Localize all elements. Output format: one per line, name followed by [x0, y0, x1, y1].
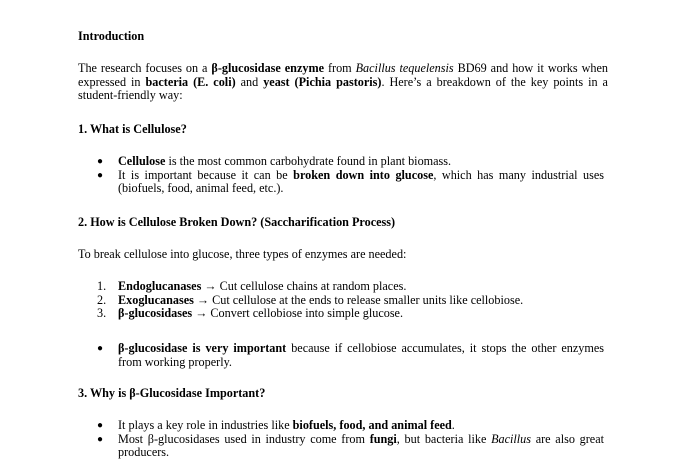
- section-1-list: [0, 155, 680, 196]
- enzyme-list: [0, 280, 680, 321]
- list-item: ● β-glucosidase is very important because if cellobiose accumulates, it stops the other enzymes from working properly.: [97, 341, 604, 369]
- section-1-heading: 1. What is Cellulose?: [78, 122, 187, 136]
- section-3-heading: 3. Why is β-Glucosidase Important?: [78, 386, 266, 400]
- bullet-icon: ●: [97, 343, 104, 354]
- bullet-icon: ●: [97, 420, 104, 431]
- list-item: ● Most β-glucosidases used in industry come from fungi, but bacteria like Bacillus are also great producers.: [97, 431, 604, 459]
- section-2-note: [0, 342, 680, 369]
- list-item: ● Cellulose is the most common carbohydrate found in plant biomass.: [97, 154, 452, 168]
- section-2-intro: To break cellulose into glucose, three types of enzymes are needed:: [78, 247, 407, 261]
- intro-paragraph: The research focuses on a β-glucosidase enzyme from Bacillus tequelensis BD69 and how it works when expressed in bacteria (E. coli) and yeast (Pichia pastoris). Here’s a breakdown of the key points in a student-friendly way:: [78, 61, 608, 102]
- section-2-heading: 2. How is Cellulose Broken Down? (Saccharification Process): [78, 215, 396, 229]
- list-item: 2. Exoglucanases → Cut cellulose at the ends to release smaller units like cellobiose.: [97, 292, 524, 307]
- section-3-list: [0, 419, 680, 460]
- intro-heading: Introduction: [78, 29, 145, 43]
- bullet-icon: ●: [97, 156, 104, 167]
- list-item: 1. Endoglucanases → Cut cellulose chains at random places.: [97, 279, 407, 293]
- list-item: ● It plays a key role in industries like biofuels, food, and animal feed.: [97, 418, 455, 432]
- bullet-icon: ●: [97, 169, 104, 181]
- bullet-icon: ●: [97, 433, 104, 445]
- list-item: 3. β-glucosidases → Convert cellobiose into simple glucose.: [97, 306, 404, 320]
- list-item: ● It is important because it can be broken down into glucose, which has many industrial uses (biofuels, food, animal feed, etc.).: [97, 167, 604, 195]
